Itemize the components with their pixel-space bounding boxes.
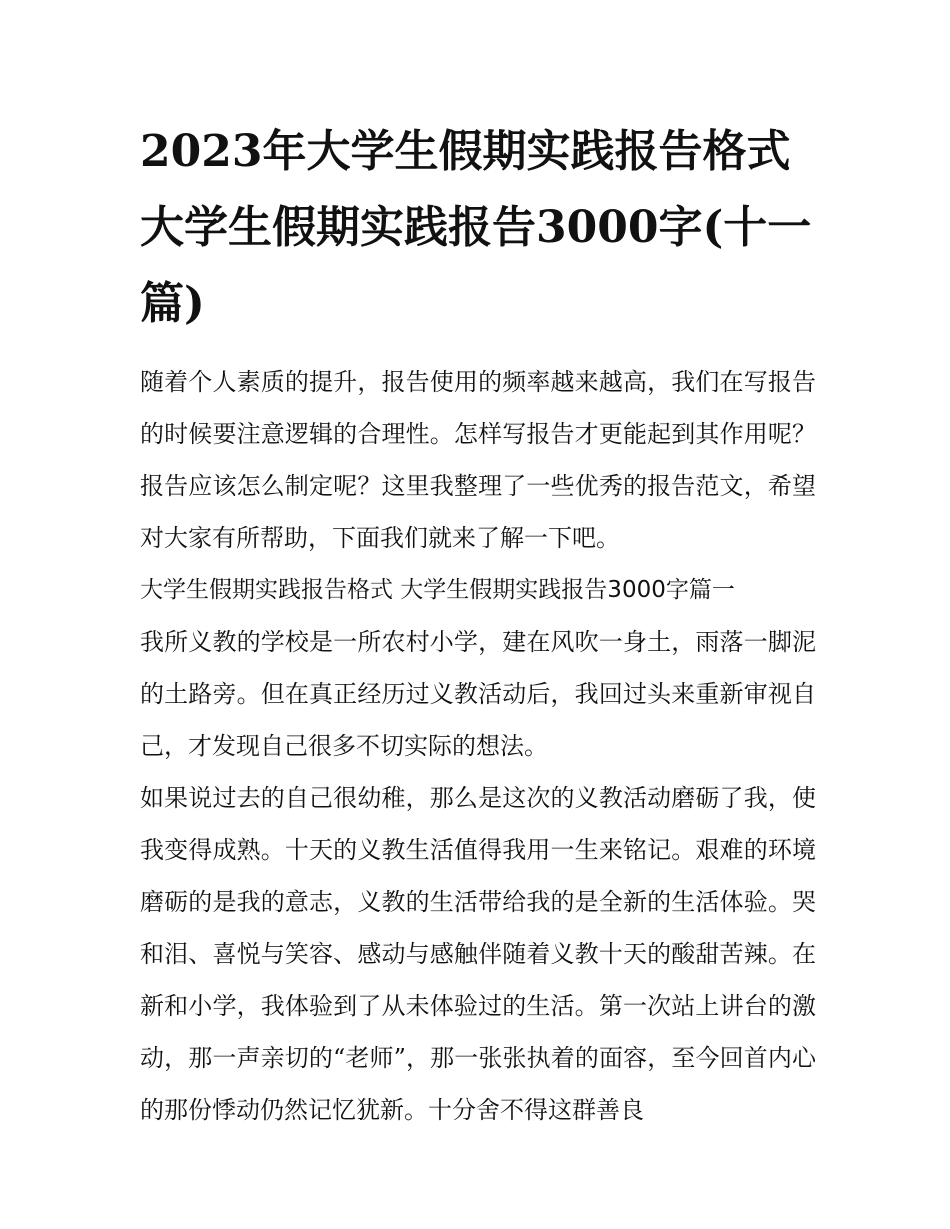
section-heading: 大学生假期实践报告格式 大学生假期实践报告3000字篇一 [140,577,735,603]
document-title: 2023年大学生假期实践报告格式 大学生假期实践报告3000字(十一篇) [140,126,812,329]
intro-paragraph: 随着个人素质的提升，报告使用的频率越来越高，我们在写报告的时候要注意逻辑的合理性。怎样写报告才更能起到其作用呢？报告应该怎么制定呢？这里我整理了一些优秀的报告范文，希望对大家有所帮助，下面我们就来了解一下吧。 [140,368,816,552]
document-body [140,114,816,1136]
body-paragraph-2: 如果说过去的自己很幼稚，那么是这次的义教活动磨砺了我，使我变得成熟。十天的义教生活值得我用一生来铭记。艰难的环境磨砺的是我的意志，义教的生活带给我的是全新的生活体验。哭和泪、喜悦与笑容、感动与感触伴随着义教十天的酸甜苦辣。在新和小学，我体验到了从未体验过的生活。第一次站上讲台的激动，那一声亲切的“老师”，那一张张执着的面容，至今回首内心的那份悸动仍然记忆犹新。十分舍不得这群善良 [140,784,816,1124]
body-paragraph-1: 我所义教的学校是一所农村小学，建在风吹一身土，雨落一脚泥的土路旁。但在真正经历过义教活动后，我回过头来重新审视自己，才发现自己很多不切实际的想法。 [140,628,816,760]
